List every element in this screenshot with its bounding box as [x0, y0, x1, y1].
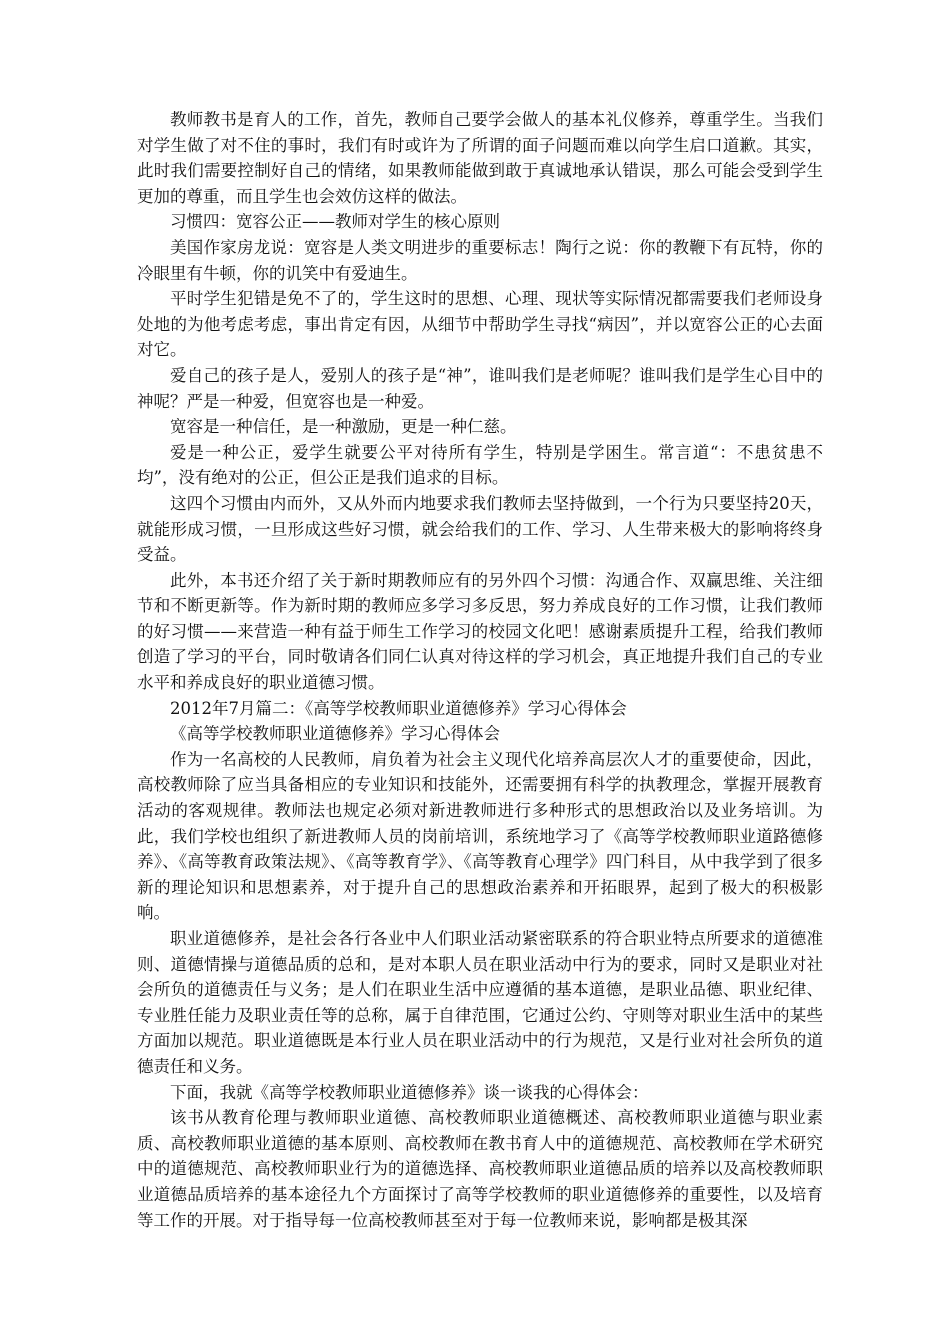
paragraph-tolerance-trust: 宽容是一种信任，是一种激励，更是一种仁慈。 [170, 417, 517, 437]
paragraph-student-mistakes: 平时学生犯错是免不了的，学生这时的思想、心理、现状等实际情况都需要我们老师设身处地的为他考虑考虑，事出肯定有因，从细节中帮助学生寻找“病因”，并以宽容公正的心去面对它。 [137, 289, 823, 360]
paragraph-tolerance-quote: 美国作家房龙说：宽容是人类文明进步的重要标志！陶行之说：你的教鞭下有瓦特，你的冷眼里有牛顿，你的讥笑中有爱迪生。 [137, 237, 823, 283]
paragraph-my-experience: 下面，我就《高等学校教师职业道德修养》谈一谈我的心得体会： [170, 1082, 649, 1102]
section-heading-part-two: 2012年7月篇二：《高等学校教师职业道德修养》学习心得体会 [170, 698, 627, 718]
paragraph-love-children: 爱自己的孩子是人，爱别人的孩子是“神”，谁叫我们是老师呢？谁叫我们是学生心目中的神呢？严是一种爱，但宽容也是一种爱。 [137, 365, 823, 411]
paragraph-four-habits: 这四个习惯由内而外，又从外而内地要求我们教师去坚持做到，一个行为只要坚持20天，就能形成习惯，一旦形成这些好习惯，就会给我们的工作、学习、人生带来极大的影响将终身受益。 [137, 493, 823, 565]
heading-habit-four: 习惯四：宽容公正——教师对学生的核心原则 [170, 212, 500, 232]
paragraph-university-teacher: 作为一名高校的人民教师，肩负着为社会主义现代化培养高层次人才的重要使命，因此，高校教师除了应当具备相应的专业知识和技能外，还需要拥有科学的执教理念，掌握开展教育活动的客观规律。教师法也规定必须对新进教师进行多种形式的思想政治以及业务培训。为此，我们学校也组织了新进教师人员的岗前培训，系统地学习了《高等学校教师职业道路德修养》、《高等教育政策法规》、《高等教育学》、《高等教育心理学》四门科目，从中我学到了很多新的理论知识和思想素养，对于提升自己的思想政治素养和开拓眼界，起到了极大的积极影响。 [137, 749, 823, 923]
section-title: 《高等学校教师职业道德修养》学习心得体会 [170, 724, 500, 744]
paragraph-book-overview: 该书从教育伦理与教师职业道德、高校教师职业道德概述、高校教师职业道德与职业素质、高校教师职业道德的基本原则、高校教师在教书育人中的道德规范、高校教师在学术研究中的道德规范、高校教师职业行为的道德选择、高校教师职业道德品质的培养以及高校教师职业道德品质培养的基本途径九个方面探讨了高等学校教师的职业道德修养的重要性，以及培育等工作的开展。对于指导每一位高校教师甚至对于每一位教师来说，影响都是极其深 [137, 1108, 823, 1230]
paragraph-professional-ethics: 职业道德修养，是社会各行各业中人们职业活动紧密联系的符合职业特点所要求的道德准则、道德情操与道德品质的总和，是对本职人员在职业活动中行为的要求，同时又是职业对社会所负的道德责任与义务；是人们在职业生活中应遵循的基本道德，是职业品德、职业纪律、专业胜任能力及职业责任等的总称，属于自律范围，它通过公约、守则等对职业生活中的某些方面加以规范。职业道德既是本行业人员在职业活动中的行为规范，又是行业对社会所负的道德责任和义务。 [137, 929, 823, 1076]
document-body [137, 107, 823, 1233]
paragraph-respect-students: 教师教书是育人的工作，首先，教师自己要学会做人的基本礼仪修养，尊重学生。当我们对学生做了对不住的事时，我们有时或许为了所谓的面子问题而难以向学生启口道歉。其实，此时我们需要控制好自己的情绪，如果教师能做到敢于真诚地承认错误，那么可能会受到学生更加的尊重，而且学生也会效仿这样的做法。 [137, 110, 823, 206]
paragraph-love-fairness: 爱是一种公正，爱学生就要公平对待所有学生，特别是学困生。常言道“：不患贫患不均”，没有绝对的公正，但公正是我们追求的目标。 [137, 442, 823, 488]
paragraph-other-habits: 此外，本书还介绍了关于新时期教师应有的另外四个习惯：沟通合作、双赢思维、关注细节和不断更新等。作为新时期的教师应多学习多反思，努力养成良好的工作习惯，让我们教师的好习惯——来营造一种有益于师生工作学习的校园文化吧！感谢素质提升工程，给我们教师创造了学习的平台，同时敬请各们同仁认真对待这样的学习机会，真正地提升我们自己的专业水平和养成良好的职业道德习惯。 [137, 570, 823, 693]
